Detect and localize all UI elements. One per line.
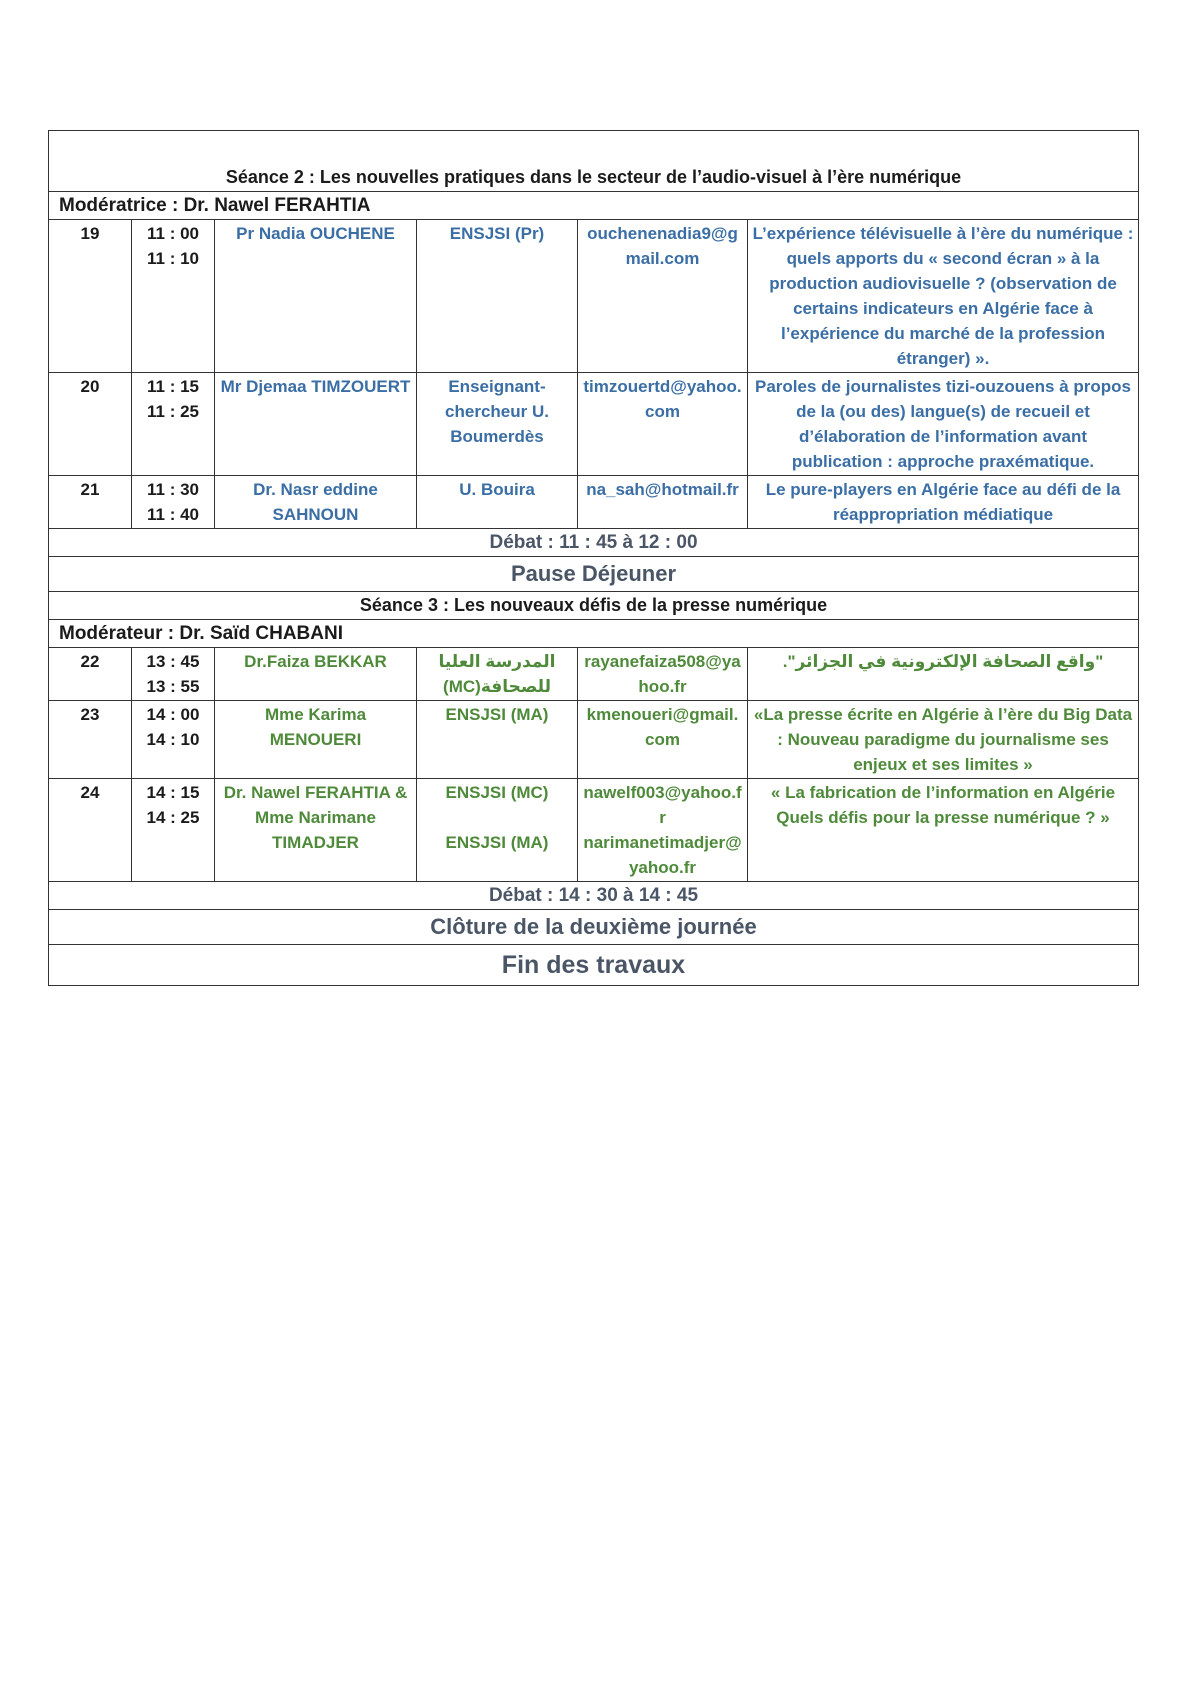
talk-number: 21 xyxy=(49,476,132,529)
seance3-moderator-row xyxy=(49,620,1139,648)
table-row xyxy=(49,779,1139,882)
speaker-name: Mr Djemaa TIMZOUERT xyxy=(215,373,417,476)
closing-row xyxy=(49,910,1139,945)
talk-topic: « La fabrication de l’information en Algérie Quels défis pour la presse numérique ? » xyxy=(748,779,1139,882)
talk-number: 20 xyxy=(49,373,132,476)
lunch-break: Pause Déjeuner xyxy=(49,557,1139,592)
talk-time: 13 : 45 13 : 55 xyxy=(132,648,215,701)
talk-time: 14 : 15 14 : 25 xyxy=(132,779,215,882)
seance2-debate: Débat : 11 : 45 à 12 : 00 xyxy=(49,529,1139,557)
speaker-email: ouchenenadia9@gmail.com xyxy=(578,220,748,373)
speaker-name: Dr. Nawel FERAHTIA & Mme Narimane TIMADJER xyxy=(215,779,417,882)
day-closing: Clôture de la deuxième journée xyxy=(49,910,1139,945)
speaker-email: nawelf003@yahoo.fr narimanetimadjer@yahoo.fr xyxy=(578,779,748,882)
speaker-email: kmenoueri@gmail.com xyxy=(578,701,748,779)
end-of-works: Fin des travaux xyxy=(49,945,1139,986)
table-row xyxy=(49,476,1139,529)
talk-topic: Paroles de journalistes tizi-ouzouens à propos de la (ou des) langue(s) de recueil et d’élaboration de l’information avant publication : approche praxématique. xyxy=(748,373,1139,476)
talk-topic: "واقع الصحافة الإلكترونية في الجزائر". xyxy=(748,648,1139,701)
seance2-moderator: Modératrice : Dr. Nawel FERAHTIA xyxy=(49,192,1139,220)
seance3-moderator: Modérateur : Dr. Saïd CHABANI xyxy=(49,620,1139,648)
seance2-header-row xyxy=(49,131,1139,192)
talk-time: 11 : 15 11 : 25 xyxy=(132,373,215,476)
talk-time: 14 : 00 14 : 10 xyxy=(132,701,215,779)
talk-number: 22 xyxy=(49,648,132,701)
talk-topic: «La presse écrite en Algérie à l’ère du Big Data : Nouveau paradigme du journalisme ses enjeux et ses limites » xyxy=(748,701,1139,779)
seance3-title: Séance 3 : Les nouveaux défis de la presse numérique xyxy=(49,592,1139,620)
speaker-email: rayanefaiza508@yahoo.fr xyxy=(578,648,748,701)
talk-number: 23 xyxy=(49,701,132,779)
speaker-institution: Enseignant-chercheur U. Boumerdès xyxy=(417,373,578,476)
pause-row xyxy=(49,557,1139,592)
table-row xyxy=(49,648,1139,701)
speaker-institution: ENSJSI (MC) ENSJSI (MA) xyxy=(417,779,578,882)
talk-number: 24 xyxy=(49,779,132,882)
table-row xyxy=(49,220,1139,373)
speaker-email: na_sah@hotmail.fr xyxy=(578,476,748,529)
table-row xyxy=(49,701,1139,779)
seance2-title: Séance 2 : Les nouvelles pratiques dans le secteur de l’audio-visuel à l’ère numérique xyxy=(49,131,1139,192)
speaker-institution: ENSJSI (Pr) xyxy=(417,220,578,373)
program-table xyxy=(48,130,1139,986)
seance2-debate-row xyxy=(49,529,1139,557)
speaker-name: Pr Nadia OUCHENE xyxy=(215,220,417,373)
seance2-moderator-row xyxy=(49,192,1139,220)
talk-topic: L’expérience télévisuelle à l’ère du numérique : quels apports du « second écran » à la production audiovisuelle ? (observation de certains indicateurs en Algérie face à l’expérience du marché de la profession étranger) ». xyxy=(748,220,1139,373)
seance3-header-row xyxy=(49,592,1139,620)
talk-topic: Le pure-players en Algérie face au défi de la réappropriation médiatique xyxy=(748,476,1139,529)
end-row xyxy=(49,945,1139,986)
seance3-debate-row xyxy=(49,882,1139,910)
speaker-name: Mme Karima MENOUERI xyxy=(215,701,417,779)
speaker-name: Dr. Nasr eddine SAHNOUN xyxy=(215,476,417,529)
talk-time: 11 : 00 11 : 10 xyxy=(132,220,215,373)
talk-time: 11 : 30 11 : 40 xyxy=(132,476,215,529)
speaker-email: timzouertd@yahoo.com xyxy=(578,373,748,476)
speaker-name: Dr.Faiza BEKKAR xyxy=(215,648,417,701)
talk-number: 19 xyxy=(49,220,132,373)
table-row xyxy=(49,373,1139,476)
speaker-institution: ENSJSI (MA) xyxy=(417,701,578,779)
speaker-institution: U. Bouira xyxy=(417,476,578,529)
seance3-debate: Débat : 14 : 30 à 14 : 45 xyxy=(49,882,1139,910)
speaker-institution: المدرسة العليا للصحافة(MC) xyxy=(417,648,578,701)
